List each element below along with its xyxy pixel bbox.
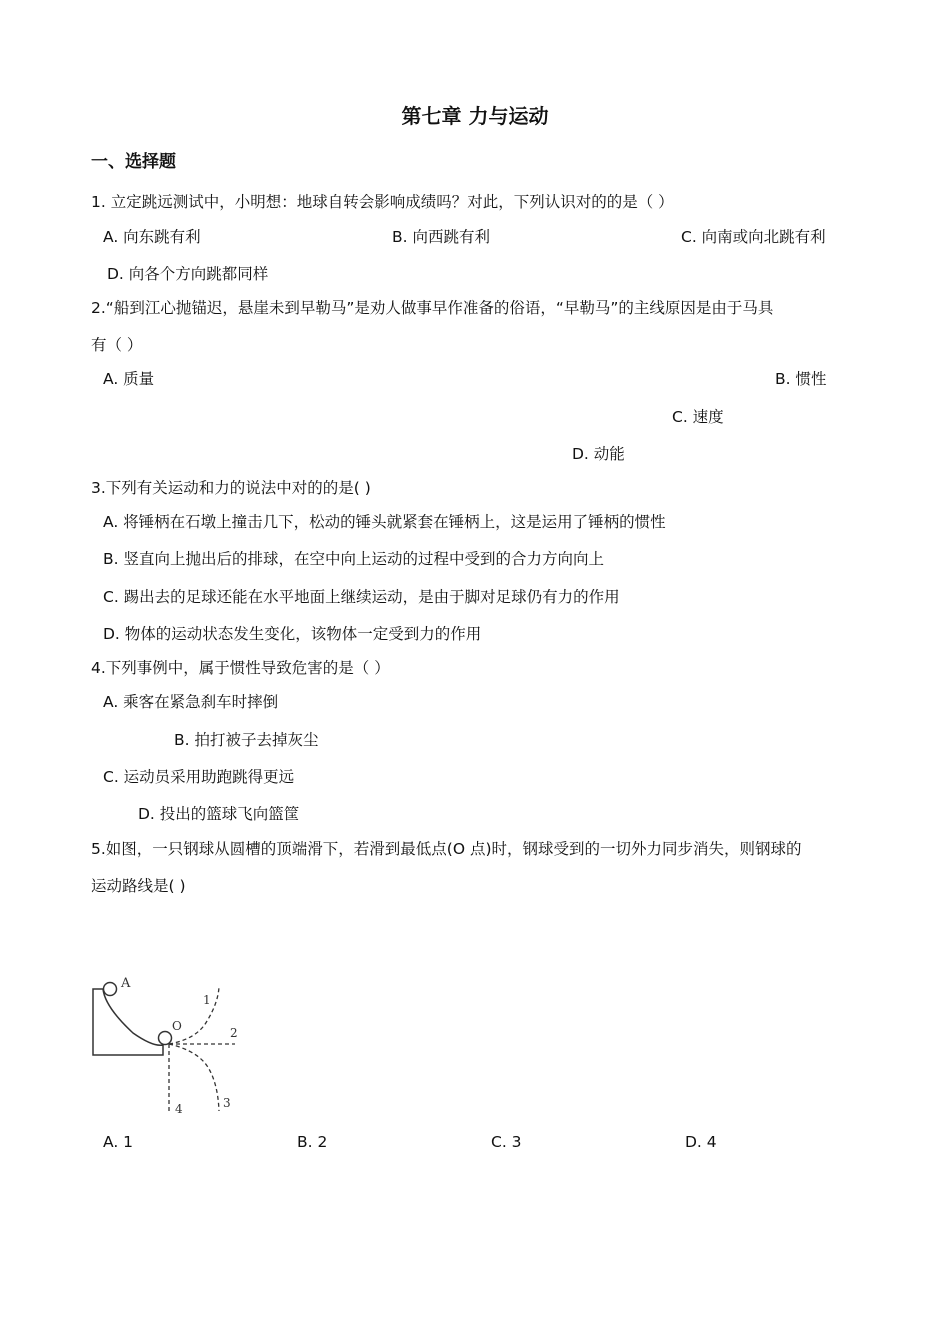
question-3-stem: 3.下列有关运动和力的说法中对的的是( ) bbox=[91, 479, 371, 497]
question-3-option-c[interactable]: C. 踢出去的足球还能在水平地面上继续运动，是由于脚对足球仍有力的作用 bbox=[103, 588, 620, 606]
question-2-option-c[interactable]: C. 速度 bbox=[672, 408, 724, 426]
figure-label-2: 2 bbox=[230, 1026, 238, 1040]
question-5-option-c[interactable]: C. 3 bbox=[491, 1133, 522, 1151]
question-5-option-b[interactable]: B. 2 bbox=[297, 1133, 328, 1151]
figure-label-3: 3 bbox=[223, 1096, 231, 1110]
question-2-option-b[interactable]: B. 惯性 bbox=[775, 370, 827, 388]
figure-track bbox=[93, 989, 163, 1055]
question-1-option-d[interactable]: D. 向各个方向跳都同样 bbox=[107, 265, 269, 283]
figure-ball-a bbox=[104, 983, 117, 996]
question-5-figure bbox=[85, 965, 255, 1120]
question-2-option-a[interactable]: A. 质量 bbox=[103, 370, 155, 388]
question-5-stem-line-1: 5.如图，一只钢球从圆槽的顶端滑下，若滑到最低点(O 点)时，钢球受到的一切外力同步消失，则钢球的 bbox=[91, 840, 802, 858]
question-4-stem: 4.下列事例中，属于惯性导致危害的是（ ） bbox=[91, 659, 390, 677]
figure-path-3 bbox=[169, 1044, 219, 1111]
question-4-option-a[interactable]: A. 乘客在紧急刹车时摔倒 bbox=[103, 693, 279, 711]
question-2-option-d[interactable]: D. 动能 bbox=[572, 445, 625, 463]
question-1-option-c[interactable]: C. 向南或向北跳有利 bbox=[681, 228, 826, 246]
figure-path-1 bbox=[169, 987, 219, 1044]
question-1-option-a[interactable]: A. 向东跳有利 bbox=[103, 228, 201, 246]
section-heading: 一、选择题 bbox=[91, 152, 176, 172]
question-3-option-b[interactable]: B. 竖直向上抛出后的排球，在空中向上运动的过程中受到的合力方向向上 bbox=[103, 550, 604, 568]
question-1-option-b[interactable]: B. 向西跳有利 bbox=[392, 228, 490, 246]
question-2-stem-line-2: 有（ ） bbox=[91, 336, 143, 354]
question-2-stem-line-1: 2.“船到江心抛锚迟，悬崖未到早勒马”是劝人做事早作准备的俗语，“早勒马”的主线原因是由于马具 bbox=[91, 299, 774, 317]
figure-label-a: A bbox=[121, 976, 131, 991]
figure-label-1: 1 bbox=[203, 993, 211, 1007]
question-5-stem-line-2: 运动路线是( ) bbox=[91, 877, 186, 895]
question-4-option-d[interactable]: D. 投出的篮球飞向篮筐 bbox=[138, 805, 300, 823]
question-3-option-a[interactable]: A. 将锤柄在石墩上撞击几下，松动的锤头就紧套在锤柄上，这是运用了锤柄的惯性 bbox=[103, 513, 666, 531]
question-5-option-d[interactable]: D. 4 bbox=[685, 1133, 717, 1151]
figure-label-4: 4 bbox=[175, 1102, 183, 1116]
question-5-option-a[interactable]: A. 1 bbox=[103, 1133, 134, 1151]
figure-ball-o bbox=[159, 1032, 172, 1045]
question-3-option-d[interactable]: D. 物体的运动状态发生变化，该物体一定受到力的作用 bbox=[103, 625, 482, 643]
figure-label-o: O bbox=[172, 1019, 182, 1033]
page-title: 第七章 力与运动 bbox=[401, 104, 549, 128]
question-4-option-b[interactable]: B. 拍打被子去掉灰尘 bbox=[174, 731, 319, 749]
question-4-option-c[interactable]: C. 运动员采用助跑跳得更远 bbox=[103, 768, 295, 786]
question-1-stem: 1. 立定跳远测试中，小明想：地球自转会影响成绩吗？对此，下列认识对的的是（ ） bbox=[91, 193, 674, 211]
